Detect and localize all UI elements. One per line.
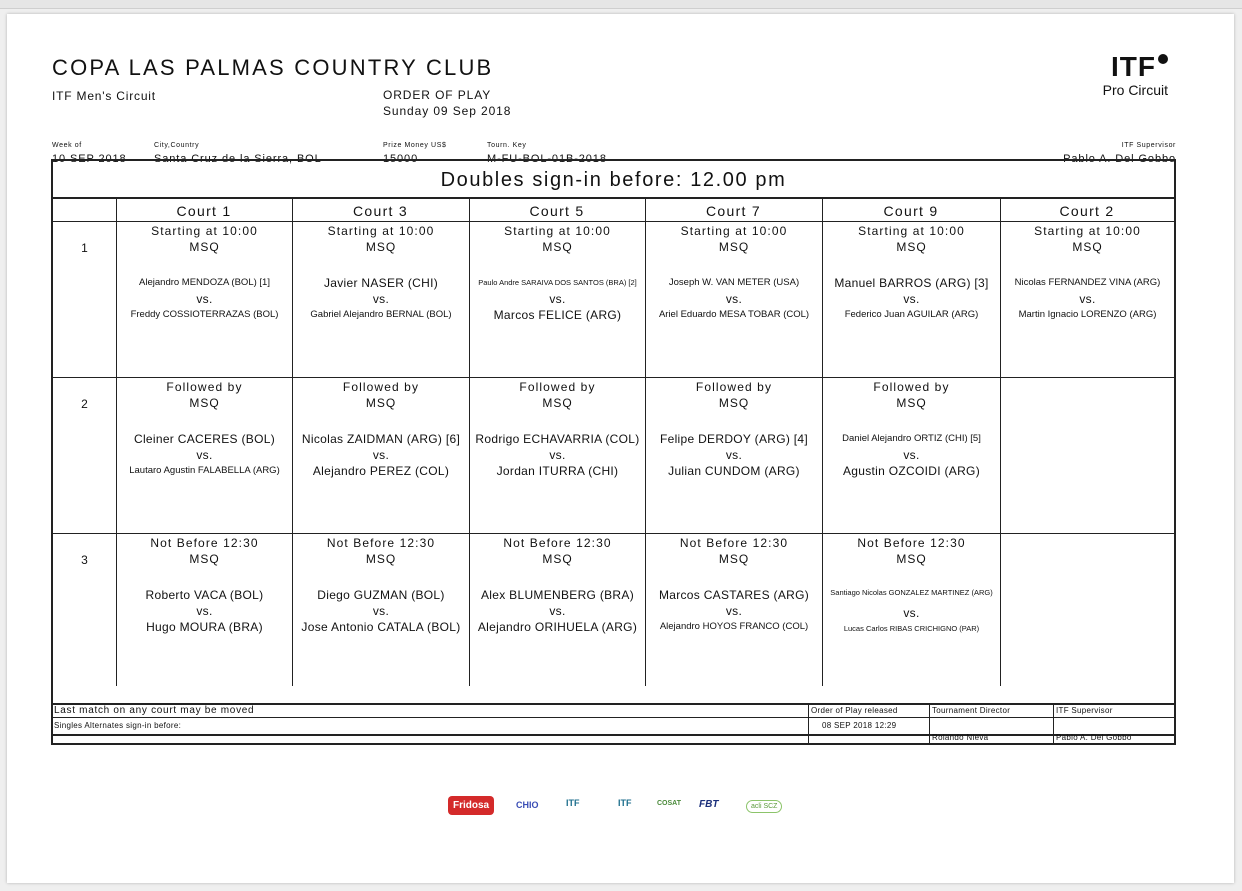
doubles-sign-in-banner: Doubles sign-in before: 12.00 pm [53, 161, 1174, 199]
match-event: MSQ [365, 552, 397, 566]
match-event: MSQ [189, 396, 220, 410]
player-two: Alejandro HOYOS FRANCO (COL) [659, 621, 809, 632]
chio-logo: CHIO [516, 800, 539, 810]
match-time: Followed by [873, 380, 950, 394]
versus-label: vs. [196, 448, 213, 462]
match-event: MSQ [189, 240, 220, 254]
versus-label: vs. [372, 604, 390, 618]
itf-pro-circuit-small-logo: ITF [618, 798, 632, 808]
footer-column-divider [808, 703, 809, 745]
match-cell [646, 533, 822, 686]
court-header-1: Court 1 [176, 203, 232, 219]
player-one: Nicolas ZAIDMAN (ARG) [6] [301, 432, 461, 446]
player-one: Diego GUZMAN (BOL) [317, 588, 445, 602]
player-one: Felipe DERDOY (ARG) [4] [659, 432, 809, 446]
player-two: Julian CUNDOM (ARG) [668, 464, 800, 478]
player-two: Agustin OZCOIDI (ARG) [843, 464, 980, 478]
footer-column-divider [929, 703, 930, 745]
player-two: Martin Ignacio LORENZO (ARG) [1018, 309, 1157, 320]
versus-label: vs. [372, 448, 390, 462]
acli-scz-logo: acli SCZ [746, 800, 782, 813]
supervisor-value: Pablo A. Del Gobbo [1063, 153, 1176, 165]
match-time: Followed by [342, 380, 420, 394]
versus-label: vs. [725, 604, 743, 618]
player-one: Paulo Andre SARAIVA DOS SANTOS (BRA) [2] [478, 278, 637, 287]
player-two: Hugo MOURA (BRA) [146, 620, 263, 634]
court-header-4: Court 7 [705, 203, 761, 219]
match-time: Followed by [695, 380, 773, 394]
court-header-5: Court 9 [883, 203, 939, 219]
versus-label: vs. [725, 448, 743, 462]
match-cell [1001, 221, 1174, 377]
fbt-logo: FBT [699, 799, 719, 810]
row-number: 1 [81, 241, 88, 255]
director-label: Tournament Director [932, 706, 1011, 715]
player-one: Alejandro MENDOZA (BOL) [1] [139, 277, 270, 288]
match-time: Not Before 12:30 [150, 536, 259, 550]
footer-supervisor-label: ITF Supervisor [1056, 706, 1113, 715]
player-one: Rodrigo ECHAVARRIA (COL) [475, 432, 640, 446]
versus-label: vs. [372, 292, 390, 306]
match-time: Not Before 12:30 [857, 536, 966, 550]
match-cell [117, 221, 292, 377]
match-cell [293, 377, 469, 533]
player-one: Daniel Alejandro ORTIZ (CHI) [5] [842, 433, 981, 444]
match-event: MSQ [365, 240, 397, 254]
match-event: MSQ [896, 552, 927, 566]
match-event: MSQ [189, 552, 220, 566]
versus-label: vs. [903, 448, 920, 462]
alternates-note: Singles Alternates sign-in before: [54, 721, 182, 730]
player-two: Federico Juan AGUILAR (ARG) [844, 309, 979, 320]
court-header-3: Court 5 [529, 203, 585, 219]
versus-label: vs. [196, 292, 213, 306]
match-cell [117, 377, 292, 533]
versus-label: vs. [549, 292, 566, 306]
match-time: Starting at 10:00 [504, 224, 611, 238]
order-of-play-date: Sunday 09 Sep 2018 [383, 104, 512, 118]
match-cell [823, 221, 1000, 377]
versus-label: vs. [196, 604, 213, 618]
viewer-top-bar [0, 0, 1242, 9]
match-event: MSQ [542, 396, 573, 410]
itf-pro-circuit-logo [1103, 52, 1168, 98]
match-time: Starting at 10:00 [858, 224, 965, 238]
footer-supervisor-value: Pablo A. Del Gobbo [1056, 733, 1132, 742]
match-cell [470, 533, 645, 686]
footer-column-divider [1053, 703, 1054, 745]
court-header-6: Court 2 [1059, 203, 1115, 219]
match-time: Not Before 12:30 [326, 536, 436, 550]
match-event: MSQ [542, 240, 573, 254]
circuit-name: ITF Men's Circuit [52, 89, 156, 103]
versus-label: vs. [903, 606, 920, 620]
match-cell [470, 221, 645, 377]
tennis-ball-icon [1158, 54, 1168, 64]
last-match-note: Last match on any court may be moved [54, 705, 255, 716]
prize-value: 15000 [383, 153, 419, 165]
director-value: Rolando Nieva [932, 733, 989, 742]
versus-label: vs. [549, 448, 566, 462]
match-cell [293, 221, 469, 377]
match-cell [117, 533, 292, 686]
player-one: Joseph W. VAN METER (USA) [668, 277, 800, 288]
player-two: Lautaro Agustin FALABELLA (ARG) [129, 465, 280, 476]
footer-divider [51, 717, 1176, 718]
released-value: 08 SEP 2018 12:29 [822, 721, 897, 730]
player-one: Cleiner CACERES (BOL) [133, 432, 275, 446]
order-of-play-label: ORDER OF PLAY [383, 88, 492, 102]
player-two: Lucas Carlos RIBAS CRICHIGNO (PAR) [843, 624, 980, 633]
week-label: Week of [52, 142, 82, 149]
player-two: Ariel Eduardo MESA TOBAR (COL) [658, 309, 810, 320]
itf-grand-slam-fund-logo: ITF [566, 798, 580, 808]
schedule-grid [51, 159, 1176, 736]
player-one: Manuel BARROS (ARG) [3] [834, 276, 989, 290]
match-event: MSQ [542, 552, 573, 566]
pro-circuit-text: Pro Circuit [1102, 82, 1168, 98]
match-cell [293, 533, 469, 686]
match-time: Followed by [166, 380, 243, 394]
player-two: Alejandro PEREZ (COL) [312, 464, 450, 478]
player-two: Jordan ITURRA (CHI) [496, 464, 619, 478]
week-value: 10 SEP 2018 [52, 153, 127, 165]
player-two: Marcos FELICE (ARG) [493, 308, 622, 322]
player-two: Gabriel Alejandro BERNAL (BOL) [310, 309, 452, 320]
city-label: City,Country [154, 142, 200, 149]
match-cell [646, 221, 822, 377]
prize-label: Prize Money US$ [383, 142, 447, 149]
match-time: Starting at 10:00 [680, 224, 788, 238]
player-two: Freddy COSSIOTERRAZAS (BOL) [130, 309, 279, 320]
match-time: Starting at 10:00 [1034, 224, 1141, 238]
tourn-key-label: Tourn. Key [487, 142, 527, 149]
tournament-title: COPA LAS PALMAS COUNTRY CLUB [52, 55, 494, 80]
player-one: Javier NASER (CHI) [323, 276, 439, 290]
player-one: Roberto VACA (BOL) [145, 588, 264, 602]
row-number: 2 [81, 397, 88, 411]
match-time: Not Before 12:30 [679, 536, 789, 550]
match-event: MSQ [718, 240, 750, 254]
match-cell [646, 377, 822, 533]
player-two: Jose Antonio CATALA (BOL) [301, 620, 461, 634]
match-cell [823, 377, 1000, 533]
match-event: MSQ [365, 396, 397, 410]
match-cell [470, 377, 645, 533]
order-of-play-heading [383, 87, 511, 119]
match-event: MSQ [718, 552, 750, 566]
player-two: Alejandro ORIHUELA (ARG) [477, 620, 638, 634]
match-cell [823, 533, 1000, 686]
tourn-key-value: M-FU-BOL-01B-2018 [487, 153, 607, 165]
match-event: MSQ [896, 240, 927, 254]
city-value: Santa Cruz de la Sierra, BOL [154, 153, 322, 165]
versus-label: vs. [549, 604, 566, 618]
player-one: Nicolas FERNANDEZ VINA (ARG) [1014, 277, 1161, 288]
player-one: Santiago Nicolas GONZALEZ MARTINEZ (ARG) [830, 588, 993, 597]
cosat-logo: COSAT [657, 800, 681, 807]
versus-label: vs. [903, 292, 920, 306]
supervisor-label: ITF Supervisor [1121, 142, 1176, 149]
match-event: MSQ [718, 396, 750, 410]
fridosa-logo: Fridosa [448, 796, 494, 815]
match-time: Followed by [519, 380, 596, 394]
match-event: MSQ [896, 396, 927, 410]
court-header-2: Court 3 [352, 203, 408, 219]
itf-logo-text: ITF [1111, 51, 1156, 82]
player-one: Marcos CASTARES (ARG) [658, 588, 810, 602]
match-event: MSQ [1072, 240, 1103, 254]
released-label: Order of Play released [811, 706, 898, 715]
row-number: 3 [81, 553, 88, 567]
match-time: Not Before 12:30 [503, 536, 612, 550]
versus-label: vs. [1079, 292, 1096, 306]
match-time: Starting at 10:00 [151, 224, 258, 238]
versus-label: vs. [725, 292, 743, 306]
match-time: Starting at 10:00 [327, 224, 435, 238]
player-one: Alex BLUMENBERG (BRA) [481, 588, 634, 602]
